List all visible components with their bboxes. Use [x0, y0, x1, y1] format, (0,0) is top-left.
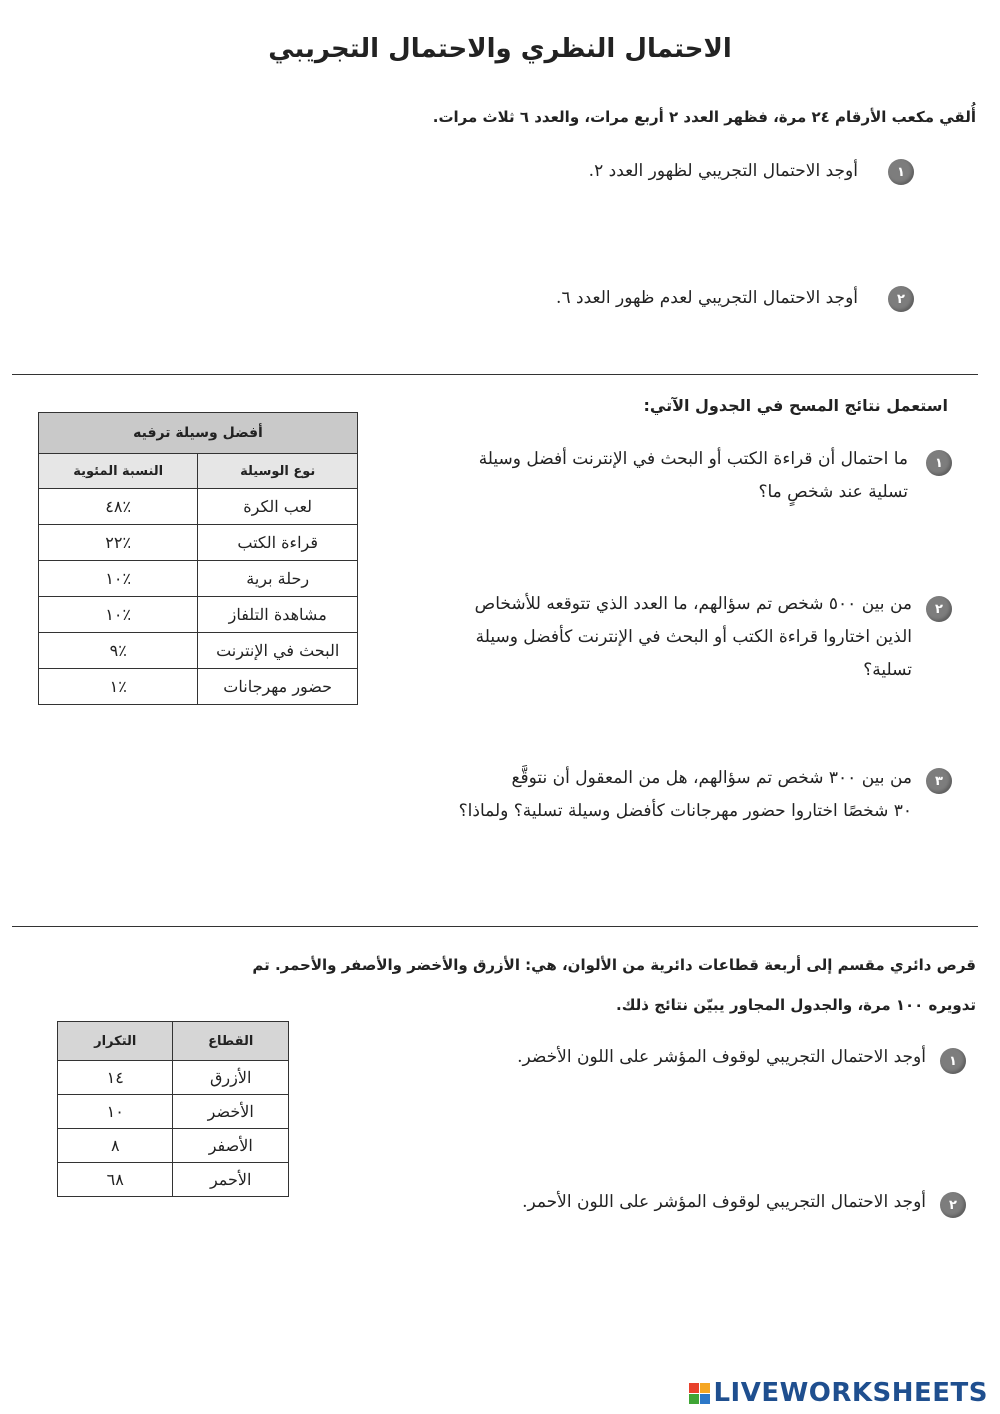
table-caption: أفضل وسيلة ترفيه	[39, 413, 358, 454]
section3-intro-line1: قرص دائري مقسم إلى أربعة قطاعات دائرية من الألوان، هي: الأزرق والأخضر والأصفر والأحمر. تم	[252, 956, 976, 974]
question-line: ما احتمال أن قراءة الكتب أو البحث في الإنترنت أفضل وسيلة	[478, 449, 908, 469]
section1-question-2	[556, 282, 858, 315]
table-cell: ٦٨	[58, 1163, 173, 1197]
section2-question-3	[412, 762, 912, 828]
spinner-frequency-table	[57, 1021, 289, 1197]
table-row	[39, 633, 358, 669]
table-row	[58, 1129, 289, 1163]
table-cell: ١٠	[58, 1095, 173, 1129]
table-cell: ٪٩	[39, 633, 198, 669]
table-cell: قراءة الكتب	[198, 525, 358, 561]
question-line: تسلية؟	[863, 660, 912, 680]
question-line: من بين ٣٠٠ شخص تم سؤالهم، هل من المعقول أن نتوقَّع	[511, 768, 912, 788]
section-divider	[12, 374, 978, 375]
entertainment-table	[38, 412, 358, 705]
table-cell: البحث في الإنترنت	[198, 633, 358, 669]
table-row	[39, 489, 358, 525]
question-text: أوجد الاحتمال التجريبي لظهور العدد ٢.	[588, 161, 858, 181]
table-cell: ١٤	[58, 1061, 173, 1095]
section2-question-1	[408, 443, 908, 509]
table-cell: ٪١٠	[39, 597, 198, 633]
table-cell: الأزرق	[173, 1061, 289, 1095]
table-row	[58, 1061, 289, 1095]
table-row	[39, 669, 358, 705]
section3-question-2: أوجد الاحتمال التجريبي لوقوف المؤشر على اللون الأحمر.	[522, 1192, 926, 1212]
table-header: القطاع	[173, 1022, 289, 1061]
section1-question-1	[589, 155, 858, 188]
table-row	[39, 525, 358, 561]
question-line: تسلية عند شخصٍ ما؟	[758, 482, 908, 502]
question-number-badge: ٢	[926, 596, 952, 622]
section3-question-1: أوجد الاحتمال التجريبي لوقوف المؤشر على اللون الأخضر.	[517, 1047, 926, 1067]
question-line: الذين اختاروا قراءة الكتب أو البحث في الإنترنت كأفضل وسيلة	[475, 627, 912, 647]
logo-text: LIVEWORKSHEETS	[713, 1378, 988, 1408]
table-cell: الأحمر	[173, 1163, 289, 1197]
section1-intro: أُلقي مكعب الأرقام ٢٤ مرة، فظهر العدد ٢ أربع مرات، والعدد ٦ ثلاث مرات.	[432, 108, 976, 126]
section-divider	[12, 926, 978, 927]
table-cell: حضور مهرجانات	[198, 669, 358, 705]
table-row	[39, 561, 358, 597]
question-line: من بين ٥٠٠ شخص تم سؤالهم، ما العدد الذي تتوقعه للأشخاص	[474, 594, 912, 614]
table-row	[39, 597, 358, 633]
question-number-badge: ٢	[940, 1192, 966, 1218]
table-cell: ٪١٠	[39, 561, 198, 597]
table-cell: لعب الكرة	[198, 489, 358, 525]
table-cell: الأخضر	[173, 1095, 289, 1129]
section2-question-2	[412, 588, 912, 687]
table-cell: ٨	[58, 1129, 173, 1163]
question-number-badge: ٣	[926, 768, 952, 794]
liveworksheets-logo-icon	[689, 1383, 710, 1404]
section3-intro-line2: تدويره ١٠٠ مرة، والجدول المجاور يبيّن نتائج ذلك.	[616, 996, 976, 1014]
liveworksheets-logo	[689, 1378, 988, 1408]
table-header: التكرار	[58, 1022, 173, 1061]
question-number-badge: ١	[926, 450, 952, 476]
table-header: النسبة المئوية	[39, 454, 198, 489]
table-row	[58, 1163, 289, 1197]
question-number-badge: ١	[940, 1048, 966, 1074]
question-line: ٣٠ شخصًا اختاروا حضور مهرجانات كأفضل وسيلة تسلية؟ ولماذا؟	[458, 801, 912, 821]
section2-intro: استعمل نتائج المسح في الجدول الآتي:	[643, 396, 948, 415]
table-cell: ٪٤٨	[39, 489, 198, 525]
question-text: أوجد الاحتمال التجريبي لعدم ظهور العدد ٦.	[556, 288, 858, 308]
question-number-badge: ٢	[888, 286, 914, 312]
table-cell: مشاهدة التلفاز	[198, 597, 358, 633]
table-cell: ٪١	[39, 669, 198, 705]
question-number-badge: ١	[888, 159, 914, 185]
page-title: الاحتمال النظري والاحتمال التجريبي	[268, 34, 732, 64]
table-cell: رحلة برية	[198, 561, 358, 597]
table-cell: ٪٢٢	[39, 525, 198, 561]
table-row	[58, 1095, 289, 1129]
table-cell: الأصفر	[173, 1129, 289, 1163]
table-header: نوع الوسيلة	[198, 454, 358, 489]
